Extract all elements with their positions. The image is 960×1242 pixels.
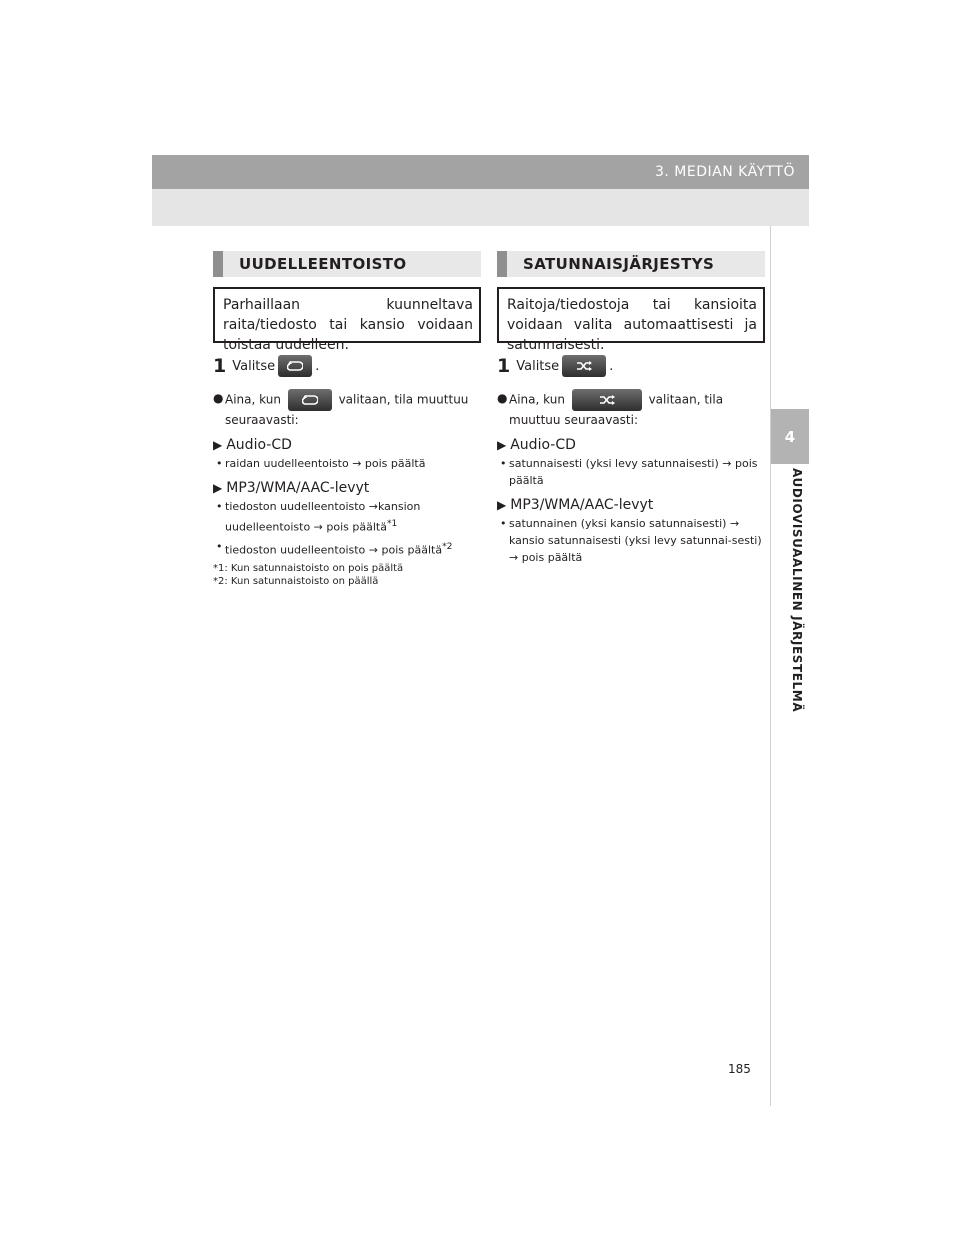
triangle-icon: ▶ [497, 438, 507, 452]
sub-mp3 [213, 480, 481, 496]
sub-title: MP3/WMA/AAC-levyt [510, 497, 654, 513]
step-1: 1 Valitse . [213, 355, 320, 377]
left-column [213, 251, 481, 588]
list-item: • tiedoston uudelleentoisto → pois päältä$^{*2}$ [216, 539, 453, 557]
step-text: Valitse [516, 358, 560, 374]
footnote-1: *1: Kun satunnaistoisto on pois päältä [213, 563, 404, 575]
list-item: • tiedoston uudelleentoisto →kansion uudelleentoisto → pois päältä$^{*1}$ [216, 500, 421, 534]
shuffle-icon[interactable] [572, 389, 642, 411]
page-number: 185 [728, 1062, 751, 1076]
triangle-icon: ▶ [497, 498, 507, 512]
section-heading-repeat [213, 251, 481, 277]
step-number: 1 [213, 355, 227, 377]
header-sub-bar [152, 189, 809, 226]
section-title: UUDELLEENTOISTO [239, 255, 407, 273]
list-item: • satunnainen (yksi kansio satunnaisesti) → kansio satunnaisesti (yksi levy satunnai-sesti) → pois päältä [500, 517, 762, 564]
list-item: • raidan uudelleentoisto → pois päältä [216, 457, 426, 470]
chapter-tab: 4 [771, 409, 809, 464]
step-number: 1 [497, 355, 511, 377]
sub-title: Audio-CD [226, 437, 292, 453]
bullet-info: ● Aina, kun valitaan, tila muuttuu seuraavasti: [497, 391, 724, 427]
heading-marker [213, 251, 223, 277]
heading-marker [497, 251, 507, 277]
step-1: 1 Valitse . [497, 355, 614, 377]
bullet-pre: Aina, kun [225, 392, 281, 407]
step-text: Valitse [232, 358, 276, 374]
section-summary: Raitoja/tiedostoja tai kansioita voidaan valita automaattisesti ja satunnaisesti. [497, 287, 765, 343]
footnote-2: *2: Kun satunnaistoisto on päällä [213, 576, 379, 588]
sub-mp3 [497, 497, 765, 513]
bullet-post: valitaan, tila muuttuu seuraavasti: [225, 392, 469, 427]
shuffle-icon[interactable] [562, 355, 606, 377]
sub-audio-cd [213, 437, 481, 453]
section-summary: Parhaillaan kuunneltava raita/tiedosto tai kansio voidaan toistaa uudelleen. [213, 287, 481, 343]
repeat-icon[interactable] [288, 389, 332, 411]
header-title: 3. MEDIAN KÄYTTÖ [655, 164, 795, 180]
section-title: SATUNNAISJÄRJESTYS [523, 255, 715, 273]
bullet-post: valitaan, tila muuttuu seuraavasti: [509, 392, 724, 427]
repeat-icon[interactable] [278, 355, 312, 377]
bullet-info: ● Aina, kun valitaan, tila muuttuu seuraavasti: [213, 391, 469, 427]
sub-audio-cd [497, 437, 765, 453]
bullet-pre: Aina, kun [509, 392, 565, 407]
triangle-icon: ▶ [213, 481, 223, 495]
side-divider [770, 226, 771, 1106]
right-column [497, 251, 765, 566]
header-bar [152, 155, 809, 189]
sub-title: MP3/WMA/AAC-levyt [226, 480, 370, 496]
list-item: • satunnaisesti (yksi levy satunnaisesti) → pois päältä [500, 457, 758, 487]
sub-title: Audio-CD [510, 437, 576, 453]
chapter-label: AUDIOVISUAALINEN JÄRJESTELMÄ [790, 468, 804, 713]
section-heading-shuffle [497, 251, 765, 277]
triangle-icon: ▶ [213, 438, 223, 452]
